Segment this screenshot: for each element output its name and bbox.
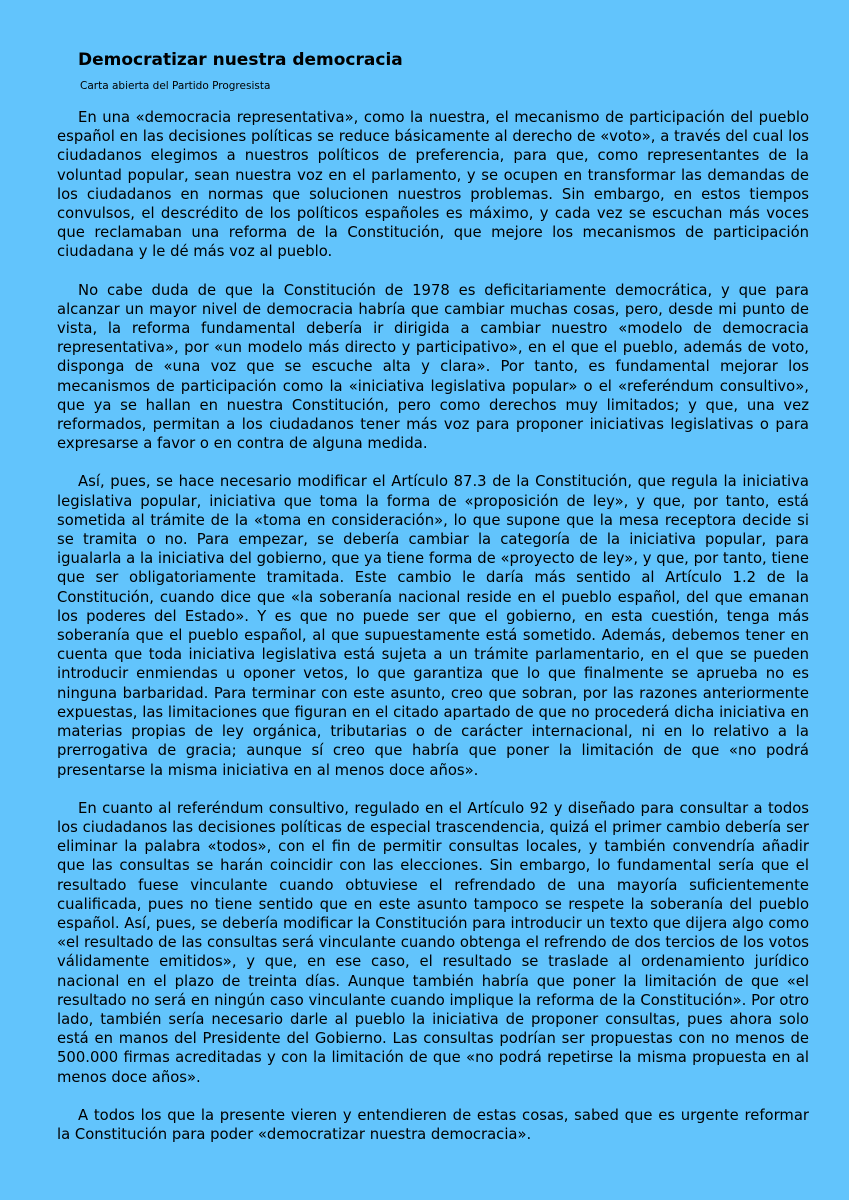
paragraph-conclusion: A todos los que la presente vieren y entendieren de estas cosas, sabed que es urgente reformar la Constitución para poder «democratizar nuestra democracia». bbox=[57, 1106, 809, 1143]
document-title: Democratizar nuestra democracia bbox=[78, 50, 403, 70]
document-body bbox=[57, 108, 809, 1144]
paragraph-article-87-3: Así, pues, se hace necesario modificar el Artículo 87.3 de la Constitución, que regula la iniciativa legislativa popular, iniciativa que toma la forma de «proposición de ley», y que, por tanto, está sometida al trámite de la «toma en consideración», lo que supone que la mesa receptora decide si se tramita o no. Para empezar, se debería cambiar la categoría de la iniciativa popular, para igualarla a la iniciativa del gobierno, que ya tiene forma de «proyecto de ley», y que, por tanto, tiene que ser obligatoriamente tramitada. Este cambio le daría más sentido al Artículo 1.2 de la Constitución, cuando dice que «la soberanía nacional reside en el pueblo español, del que emanan los poderes del Estado». Y es que no puede ser que el gobierno, en esta cuestión, tenga más soberanía que el pueblo español, al que supuestamente está sometido. Además, debemos tener en cuenta que toda iniciativa legislativa está sujeta a un trámite parlamentario, en el que se pueden introducir enmiendas u oponer vetos, lo que garantiza que lo que finalmente se aprueba no es ninguna barbaridad. Para terminar con este asunto, creo que sobran, por las razones anteriormente expuestas, las limitaciones que figuran en el citado apartado de que no procederá dicha iniciativa en materias propias de ley orgánica, tributarias o de carácter internacional, ni en lo relativo a la prerrogativa de gracia; aunque sí creo que habría que poner la limitación de que «no podrá presentarse la misma iniciativa en al menos doce años». bbox=[57, 473, 809, 779]
paragraph-intro: En una «democracia representativa», como la nuestra, el mecanismo de participación del pueblo español en las decisiones políticas se reduce básicamente al derecho de «voto», a través del cual los ciudadanos elegimos a nuestros políticos de preferencia, para que, como representantes de la voluntad popular, sean nuestra voz en el parlamento, y se ocupen en transformar las demandas de los ciudadanos en normas que solucionen nuestros problemas. Sin embargo, en estos tiempos convulsos, el descrédito de los políticos españoles es máximo, y cada vez se escuchan más voces que reclamaban una reforma de la Constitución, que mejore los mecanismos de participación ciudadana y le dé más voz al pueblo. bbox=[57, 109, 809, 261]
paragraph-constitution-1978: No cabe duda de que la Constitución de 1978 es deficitariamente democrática, y que para alcanzar un mayor nivel de democracia habría que cambiar muchas cosas, pero, desde mi punto de vista, la reforma fundamental debería ir dirigida a cambiar nuestro «modelo de democracia representativa», por «un modelo más directo y participativo», en el que el pueblo, además de voto, disponga de «una voz que se escuche alta y clara». Por tanto, es fundamental mejorar los mecanismos de participación como la «iniciativa legislativa popular» o el «referéndum consultivo», que ya se hallan en nuestra Constitución, pero como derechos muy limitados; y que, una vez reformados, permitan a los ciudadanos tener más voz para proponer iniciativas legislativas o para expresarse a favor o en contra de alguna medida. bbox=[57, 281, 809, 453]
document-subtitle: Carta abierta del Partido Progresista bbox=[80, 80, 271, 92]
paragraph-article-92: En cuanto al referéndum consultivo, regulado en el Artículo 92 y diseñado para consultar a todos los ciudadanos las decisiones políticas de especial trascendencia, quizá el primer cambio debería ser eliminar la palabra «todos», con el fin de permitir consultas locales, y también convendría añadir que las consultas se harán coincidir con las elecciones. Sin embargo, lo fundamental sería que el resultado fuese vinculante cuando obtuviese el refrendado de una mayoría suficientemente cualificada, pues no tiene sentido que en este asunto tampoco se respete la soberanía del pueblo español. Así, pues, se debería modificar la Constitución para introducir un texto que dijera algo como «el resultado de las consultas será vinculante cuando obtenga el refrendo de dos tercios de los votos válidamente emitidos», y que, en ese caso, el resultado se traslade al ordenamiento jurídico nacional en el plazo de treinta días. Aunque también habría que poner la limitación de que «el resultado no será en ningún caso vinculante cuando implique la reforma de la Constitución». Por otro lado, también sería necesario darle al pueblo la iniciativa de proponer consultas, pues ahora solo está en manos del Presidente del Gobierno. Las consultas podrían ser propuestas con no menos de 500.000 firmas acreditadas y con la limitación de que «no podrá repetirse la misma propuesta en al menos doce años». bbox=[57, 799, 809, 1086]
